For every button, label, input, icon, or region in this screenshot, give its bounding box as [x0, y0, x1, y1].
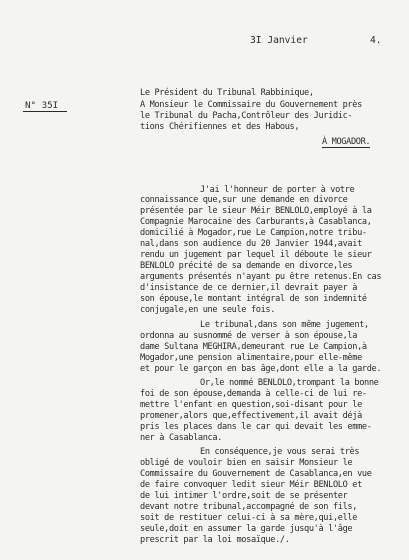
body-line: obligé de vouloir bien en saisir Monsieur le — [140, 458, 353, 468]
recipient-line-3: tions Chérifiennes et des Habous, — [140, 122, 300, 132]
destination-city: À MOGADOR. — [322, 137, 371, 147]
letter-date: 3I Janvier — [250, 35, 308, 46]
page-number: 4. — [370, 35, 382, 46]
body-line: présentée par le sieur Méir BENLOLO,employé à la — [140, 206, 372, 216]
body-line: et pour le garçon en bas âge,dont elle a la garde. — [140, 364, 382, 374]
body-line: connaissance que,sur une demande en divorce — [140, 195, 348, 205]
body-line: promener,alors que,effectivement,il avait déjà — [140, 411, 362, 421]
reference-underline — [23, 111, 67, 112]
body-line: ner à Casablanca. — [140, 433, 223, 443]
body-line: BENLOLO précité de sa demande en divorce,les — [140, 261, 353, 271]
body-line: seule,doit en assumer la garde jusqu'à l'âge — [140, 524, 353, 534]
body-line: prescrit par la loi mosaïque./. — [140, 535, 290, 545]
body-line: de lui intimer l'ordre,soit de se présenter — [140, 491, 348, 501]
body-line: devant notre tribunal,accompagné de son fils, — [140, 502, 358, 512]
body-line: domicilié à Mogador,rue Le Campion,notre tribu- — [140, 228, 367, 238]
sender-line: Le Président du Tribunal Rabbinique, — [140, 88, 314, 98]
body-line: Commissaire du Gouvernement de Casablanca,en vue — [140, 469, 372, 479]
body-line: conjugale,en une seule fois. — [140, 305, 276, 315]
reference-number: N° 35I — [25, 100, 59, 111]
body-line: nal,dans son audience du 20 Janvier 1944,avait — [140, 239, 362, 249]
body-line: rendu un jugement par lequel il déboute le sieur — [140, 250, 372, 260]
body-line: Or,le nommé BENLOLO,trompant la bonne — [200, 378, 379, 388]
recipient-line-2: le Tribunal du Pacha,Contrôleur des Juridic- — [140, 111, 353, 121]
body-line: Le tribunal,dans son même jugement, — [200, 320, 369, 330]
body-line: J'ai l'honneur de porter à votre — [200, 185, 355, 195]
body-line: son épouse,le montant intégral de son indemnité — [140, 294, 367, 304]
body-line: d'insistance de ce dernier,il devrait payer à — [140, 283, 358, 293]
body-line: pris les places dans le car qui devait les emme- — [140, 422, 372, 432]
body-line: En conséquence,je vous serai très — [200, 447, 360, 457]
body-line: arguments présentés n'ayant pu être retenus.En cas — [140, 272, 382, 282]
body-line: de faire convoquer ledit sieur Méir BENLOLO et — [140, 480, 362, 490]
body-line: Mogador,une pension alimentaire,pour elle-même — [140, 353, 362, 363]
recipient-line-1: A Monsieur le Commissaire du Gouvernement près — [140, 100, 362, 110]
body-line: ordonna au susnommé de verser à son épouse,la — [140, 331, 358, 341]
body-line: mettre l'enfant en question,soi-disant pour le — [140, 400, 362, 410]
body-line: dame Sultana MEGHIRA,demeurant rue Le Campion,à — [140, 342, 367, 352]
body-line: foi de son épouse,demanda à celle-ci de lui re- — [140, 389, 367, 399]
body-line: soit de restituer celui-ci à sa mère,qui,elle — [140, 513, 358, 523]
body-line: Compagnie Marocaine des Carburants,à Casablanca, — [140, 217, 372, 227]
